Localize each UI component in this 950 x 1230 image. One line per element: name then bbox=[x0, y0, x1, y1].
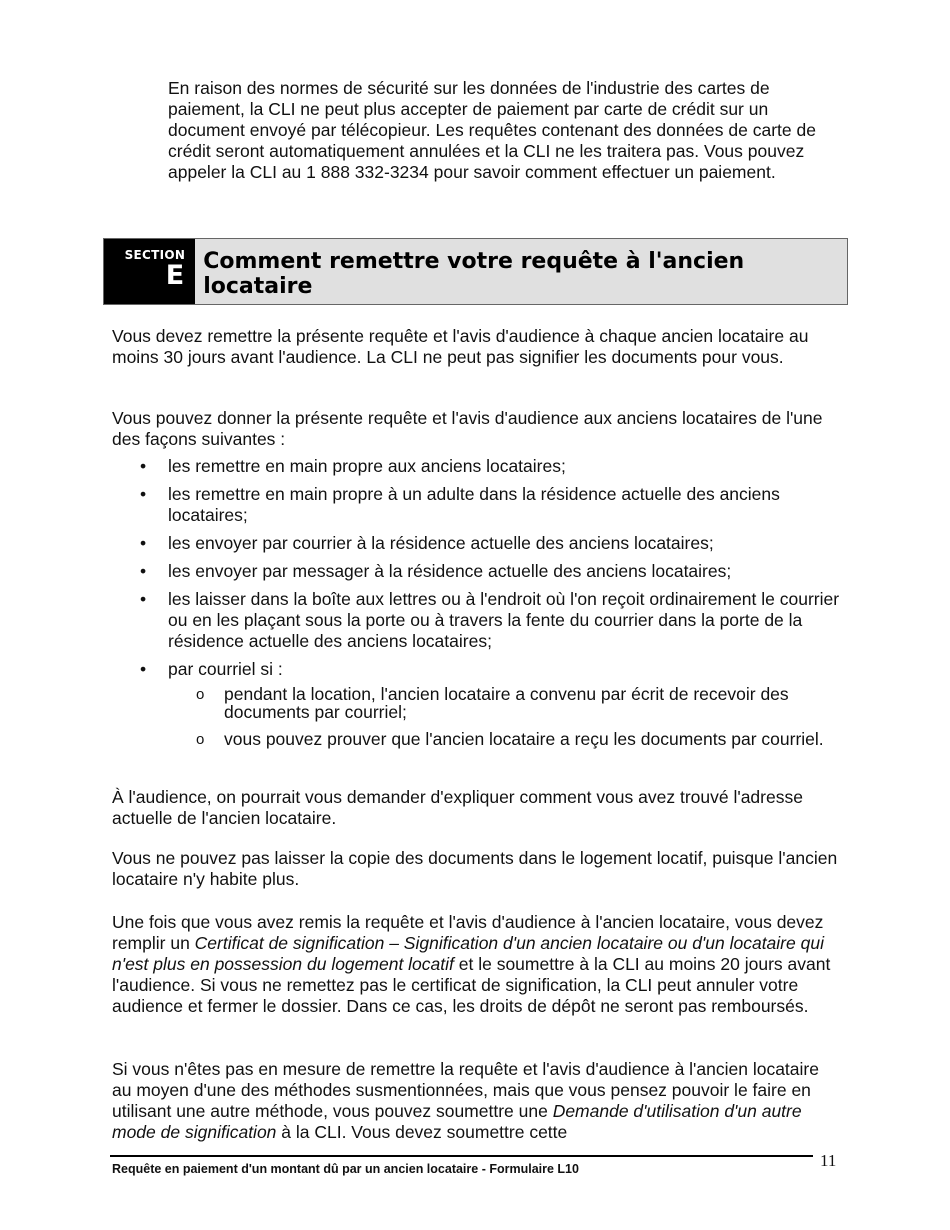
email-conditions-list bbox=[168, 685, 842, 748]
sub-list-item bbox=[168, 730, 842, 748]
list-item-text: les envoyer par messager à la résidence actuelle des anciens locataires; bbox=[168, 561, 732, 581]
paragraph-no-leaving: Vous ne pouvez pas laisser la copie des documents dans le logement locatif, puisque l'ancien locataire n'y habite plus. bbox=[112, 848, 838, 889]
bullet-icon: • bbox=[140, 561, 147, 581]
section-title: Comment remettre votre requête à l'ancien locataire bbox=[203, 249, 745, 299]
list-item bbox=[112, 589, 842, 652]
certificate-text-c: et le soumettre à la CLI au moins 20 jours avant l'audience. Si vous ne remettez pas le certificat de signification, la CLI peut annuler votre audience et fermer le dossier. Dans ce cas, les droits de dépôt ne seront pas remboursés. bbox=[112, 954, 831, 1016]
list-item bbox=[112, 659, 842, 748]
bullet-icon: • bbox=[140, 589, 147, 609]
service-methods-list bbox=[112, 456, 842, 757]
bullet-icon: • bbox=[140, 456, 147, 476]
circle-bullet-icon: o bbox=[196, 731, 205, 748]
list-item-text: les envoyer par courrier à la résidence actuelle des anciens locataires; bbox=[168, 533, 714, 553]
section-badge bbox=[104, 239, 195, 304]
list-item-text: les laisser dans la boîte aux lettres ou à l'endroit où l'on reçoit ordinairement le courrier ou en les plaçant sous la porte ou à travers la fente du courrier dans la porte de la résidence actuelle des anciens locataires; bbox=[168, 589, 840, 651]
list-item-text: par courriel si : bbox=[168, 659, 283, 679]
sub-list-item bbox=[168, 685, 842, 721]
footer-form-title: Requête en paiement d'un montant dû par un ancien locataire - Formulaire L10 bbox=[112, 1162, 579, 1176]
paragraph-address: À l'audience, on pourrait vous demander d'expliquer comment vous avez trouvé l'adresse actuelle de l'ancien locataire. bbox=[112, 787, 803, 828]
page-number: 11 bbox=[820, 1151, 837, 1170]
sub-list-item-text: pendant la location, l'ancien locataire a convenu par écrit de recevoir des documents par courriel; bbox=[224, 684, 789, 722]
alternative-text-c: à la CLI. Vous devez soumettre cette bbox=[276, 1122, 568, 1142]
list-item-text: les remettre en main propre à un adulte dans la résidence actuelle des anciens locataires; bbox=[168, 484, 780, 525]
certificate-text-a: Une fois que vous avez remis la requête et l'avis d'audience à l'ancien locataire, vous devez remplir un bbox=[112, 912, 824, 953]
paragraph-deadline: Vous devez remettre la présente requête et l'avis d'audience à chaque ancien locataire au moins 30 jours avant l'audience. La CLI ne peut pas signifier les documents pour vous. bbox=[112, 326, 809, 367]
footer-divider bbox=[110, 1155, 813, 1157]
paragraph-certificate bbox=[112, 912, 842, 1017]
list-item bbox=[112, 533, 842, 554]
paragraph-methods-intro: Vous pouvez donner la présente requête et l'avis d'audience aux anciens locataires de l'une des façons suivantes : bbox=[112, 408, 823, 449]
circle-bullet-icon: o bbox=[196, 686, 205, 703]
bullet-icon: • bbox=[140, 533, 147, 553]
alternative-text-a: Si vous n'êtes pas en mesure de remettre la requête et l'avis d'audience à l'ancien locataire au moyen d'une des méthodes susmentionnées, mais que vous pensez pouvoir le faire en utilisant une autre méthode, vous pouvez soumettre une bbox=[112, 1059, 819, 1121]
list-item bbox=[112, 484, 842, 526]
section-letter: E bbox=[165, 260, 185, 291]
list-item-text: les remettre en main propre aux anciens locataires; bbox=[168, 456, 566, 476]
section-word: SECTION bbox=[124, 248, 186, 262]
section-header bbox=[103, 238, 848, 305]
sub-list-item-text: vous pouvez prouver que l'ancien locataire a reçu les documents par courriel. bbox=[224, 729, 824, 749]
certificate-form-title: Certificat de signification – Signification d'un ancien locataire ou d'un locataire qui n'est plus en possession du logement locatif bbox=[112, 933, 824, 974]
bullet-icon: • bbox=[140, 659, 147, 679]
bullet-icon: • bbox=[140, 484, 147, 504]
paragraph-alternative bbox=[112, 1059, 842, 1143]
intro-paragraph: En raison des normes de sécurité sur les données de l'industrie des cartes de paiement, la CLI ne peut plus accepter de paiement par carte de crédit sur un document envoyé par télécopieur. Les requêtes contenant des données de carte de crédit seront automatiquement annulées et la CLI ne les traitera pas. Vous pouvez appeler la CLI au 1 888 332-3234 pour savoir comment effectuer un paiement. bbox=[168, 78, 816, 182]
list-item bbox=[112, 561, 842, 582]
alternative-form-title: Demande d'utilisation d'un autre mode de signification bbox=[112, 1101, 802, 1142]
list-item bbox=[112, 456, 842, 477]
